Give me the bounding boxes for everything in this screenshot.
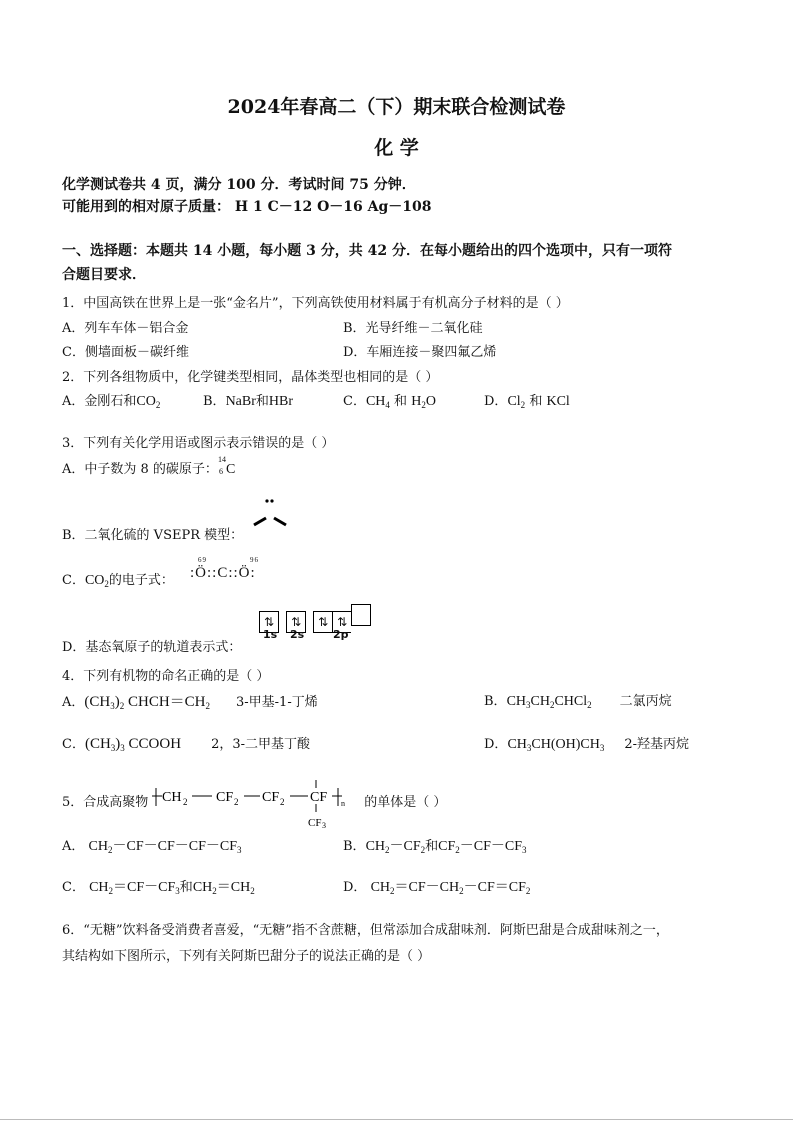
orbital-label-2p: 2p <box>333 628 349 641</box>
q2-option-c: C．$CH_4$ 和 $H_2O$ <box>343 394 436 410</box>
section-heading: 一、选择题：本题共 14 小题，每小题 3 分，共 42 分．在每小题给出的四个选项中，只有一项符 <box>62 243 672 259</box>
q5-option-a: A． $CH_2-CF-CF-CF-CF_3$ <box>62 839 242 855</box>
svg-text:n: n <box>341 799 345 808</box>
q3-option-a: A．中子数为 8 的碳原子： 14 6 C <box>62 455 236 477</box>
subject-title: 化 学 <box>374 137 419 159</box>
svg-text:CF: CF <box>310 790 328 805</box>
page-bottom-rule <box>0 1119 793 1120</box>
exam-info: 化学测试卷共 4 页，满分 100 分．考试时间 75 分钟． <box>62 177 416 193</box>
q4-option-c: C．$(CH_3)_3$ CCOOH 2，3-二甲基丁酸 <box>62 736 310 753</box>
orbital-label-2s: 2s <box>290 628 305 641</box>
q3-option-c: C．$CO_2$的电子式： <box>62 573 174 589</box>
orbital-1s: ⇅ <box>259 611 279 633</box>
q3-option-b: B．二氧化硫的 VSEPR 模型： <box>62 528 244 543</box>
q3-stem: 3．下列有关化学用语或图示表示错误的是（ ） <box>62 436 335 451</box>
exam-title: 2024年春高二（下）期末联合检测试卷 <box>227 96 566 118</box>
q1-option-b: B．光导纤维－二氧化硅 <box>343 321 483 336</box>
atomic-masses: 可能用到的相对原子质量： H 1 C－12 O－16 Ag－108 <box>62 199 432 215</box>
polymer-structure <box>152 776 372 828</box>
q2-option-d: D．$Cl_2$ 和 KCl <box>484 394 570 410</box>
svg-text:3: 3 <box>322 821 326 828</box>
svg-text:CF: CF <box>262 790 280 805</box>
q2-option-a: A．金刚石和$CO_2$ <box>62 394 161 410</box>
q5-option-d: D． $CH_2=CF-CH_2-CF=CF_2$ <box>343 880 531 896</box>
q2-stem: 2．下列各组物质中，化学键类型相同，晶体类型也相同的是（ ） <box>62 370 439 385</box>
svg-text:2: 2 <box>280 797 285 807</box>
svg-text:2: 2 <box>183 797 188 807</box>
q4-option-d: D．$CH_3CH(OH)CH_3$ 2-羟基丙烷 <box>484 737 690 753</box>
q1-stem: 1．中国高铁在世界上是一张“金名片”，下列高铁使用材料属于有机高分子材料的是（ ） <box>62 296 569 311</box>
q1-option-c: C．侧墙面板－碳纤维 <box>62 345 189 360</box>
q4-option-b: B．$CH_3CH_2CHCl_2$ 二氯丙烷 <box>484 694 672 710</box>
orbital-2p-3 <box>351 604 371 626</box>
q6-stem-line1: 6．“无糖”饮料备受消费者喜爱，“无糖”指不含蔗糖，但常添加合成甜味剂．阿斯巴甜是合成甜味剂之一， <box>62 923 669 938</box>
co2-electron-formula: :Ö::C::Ö: 69 96 <box>190 556 259 581</box>
svg-text:CF: CF <box>308 817 322 828</box>
so2-vsepr-model <box>250 495 290 531</box>
q3-option-d: D．基态氧原子的轨道表示式： <box>62 640 242 655</box>
q4-option-a: A．$(CH_3)_2$ $CHCH=CH_2$ 3-甲基-1-丁烯 <box>62 694 318 711</box>
q2-option-b: B．NaBr和HBr <box>203 394 294 409</box>
svg-text:CF: CF <box>216 790 234 805</box>
q1-option-a: A．列车车体－铝合金 <box>62 321 189 336</box>
orbital-2s: ⇅ <box>286 611 306 633</box>
q6-stem-line2: 其结构如下图所示，下列有关阿斯巴甜分子的说法正确的是（ ） <box>62 949 431 964</box>
q1-option-d: D．车厢连接－聚四氟乙烯 <box>343 345 497 360</box>
section-heading-cont: 合题目要求． <box>62 267 146 283</box>
svg-text:2: 2 <box>234 797 239 807</box>
q4-stem: 4．下列有机物的命名正确的是（ ） <box>62 669 270 684</box>
q5-option-c: C． $CH_2=CF-CF_3$和$CH_2=CH_2$ <box>62 880 255 896</box>
orbital-label-1s: 1s <box>263 628 278 641</box>
q5-stem: 5．合成高聚物 的单体是（ ） <box>62 795 447 810</box>
svg-text:CH: CH <box>162 790 182 805</box>
q5-option-b: B．$CH_2-CF_2$和$CF_2-CF-CF_3$ <box>343 839 527 855</box>
orbital-2p-1: ⇅ <box>313 611 332 633</box>
orbital-2p-2: ⇅ <box>332 611 351 633</box>
